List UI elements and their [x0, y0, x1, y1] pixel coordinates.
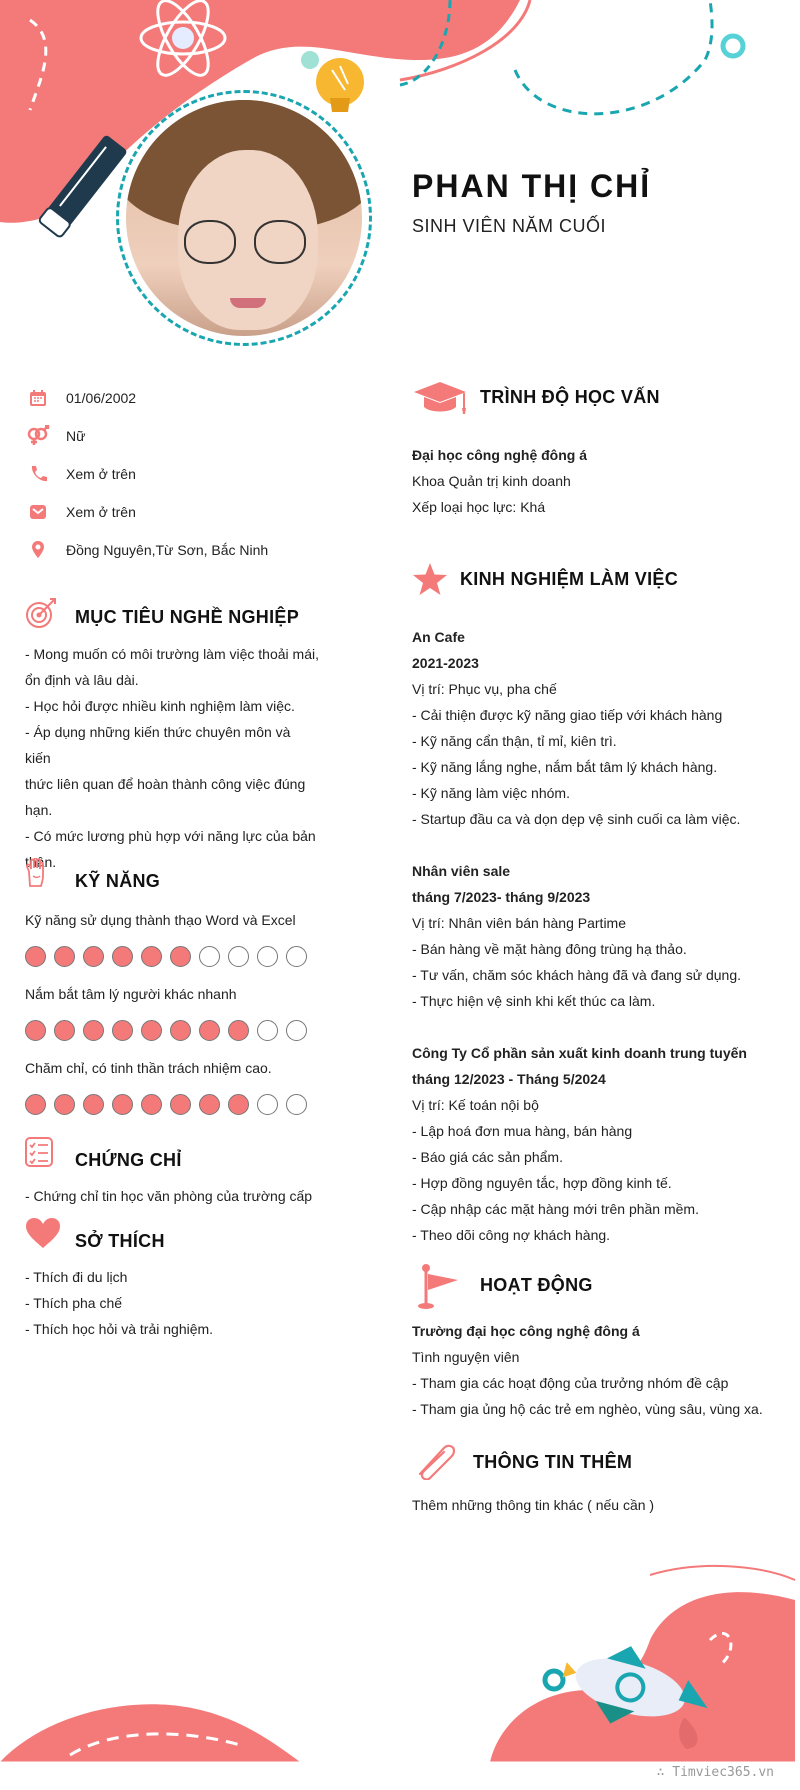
contact-gender: Nữ [26, 426, 85, 446]
rating-dot-empty [199, 946, 220, 967]
rating-dot-filled [199, 1020, 220, 1041]
rating-dot-filled [112, 946, 133, 967]
candidate-title: SINH VIÊN NĂM CUỐI [412, 216, 607, 236]
rating-dot-filled [25, 1094, 46, 1115]
gender-icon [26, 426, 50, 446]
phone-icon [26, 464, 50, 484]
education-title: TRÌNH ĐỘ HỌC VẤN [480, 387, 660, 407]
activities-title: HOẠT ĐỘNG [480, 1275, 593, 1295]
job-entry: Công Ty Cổ phần sản xuất kinh doanh trung tuyến tháng 12/2023 - Tháng 5/2024 Vị trí: Kế toán nội bộ - Lập hoá đơn mua hàng, bán hàng - Báo giá các sản phẩm. - Hợp đồng nguyên tắc, hợp đồng kinh tế. - Cập nhập các mặt hàng mới trên phần mềm. - Theo dõi công nợ khách hàng. [412, 1045, 747, 1243]
rating-dot-filled [199, 1094, 220, 1115]
target-icon [24, 596, 58, 630]
job-entry: An Cafe 2021-2023 Vị trí: Phục vụ, pha chế - Cải thiện được kỹ năng giao tiếp với khách hàng - Kỹ năng cẩn thận, tỉ mỉ, kiên trì. - Kỹ năng lắng nghe, nắm bắt tâm lý khách hàng. - Kỹ năng làm việc nhóm. - Startup đầu ca và dọn dẹp vệ sinh cuối ca làm việc. [412, 629, 741, 827]
checklist-icon [24, 1136, 54, 1168]
rating-dot-empty [257, 1020, 278, 1041]
experience-title: KINH NGHIỆM LÀM VIỆC [460, 569, 679, 589]
skill-rating [25, 1094, 307, 1115]
rating-dot-empty [228, 946, 249, 967]
rating-dot-filled [141, 1020, 162, 1041]
objective-text: - Mong muốn có môi trường làm việc thoải mái, ổn định và lâu dài. - Học hỏi được nhiều kinh nghiệm làm việc. - Áp dụng những kiến thức chuyên môn và kiến thức liên quan để hoàn thành công việc đúng hạn. - Có mức lương phù hợp với năng lực của bản thân. [25, 646, 319, 870]
rating-dot-empty [286, 1020, 307, 1041]
skill-label: Nắm bắt tâm lý người khác nhanh [25, 986, 237, 1002]
skill-rating [25, 1020, 307, 1041]
rating-dot-filled [54, 1020, 75, 1041]
calendar-icon [26, 388, 50, 408]
contact-address: Đồng Nguyên,Từ Sơn, Bắc Ninh [26, 540, 268, 560]
rating-dot-empty [257, 946, 278, 967]
hobbies-text: - Thích đi du lịch - Thích pha chế - Thích học hỏi và trải nghiệm. [25, 1269, 214, 1337]
additional-title: THÔNG TIN THÊM [473, 1452, 633, 1472]
certificates-title: CHỨNG CHỈ [75, 1150, 182, 1170]
rating-dot-filled [112, 1020, 133, 1041]
graduation-cap-icon [412, 380, 468, 416]
hobbies-title: SỞ THÍCH [75, 1231, 165, 1251]
watermark: ∴ Timviec365.vn [656, 1765, 774, 1780]
rating-dot-filled [141, 946, 162, 967]
rating-dot-filled [54, 1094, 75, 1115]
rating-dot-filled [25, 946, 46, 967]
certificates-text: - Chứng chỉ tin học văn phòng của trường cấp [25, 1188, 313, 1204]
skill-rating [25, 946, 307, 967]
skill-label: Chăm chỉ, có tinh thần trách nhiệm cao. [25, 1060, 272, 1076]
contact-phone: Xem ở trên [26, 464, 136, 484]
rating-dot-filled [83, 1020, 104, 1041]
rating-dot-empty [286, 1094, 307, 1115]
education-text: Đại học công nghệ đông á Khoa Quản trị kinh doanh Xếp loại học lực: Khá [412, 447, 587, 515]
rating-dot-empty [286, 946, 307, 967]
rating-dot-filled [83, 946, 104, 967]
email-icon [26, 502, 50, 522]
contact-email: Xem ở trên [26, 502, 136, 522]
candidate-name: PHAN THỊ CHỈ [412, 168, 652, 204]
rating-dot-filled [25, 1020, 46, 1041]
job-entry: Nhân viên sale tháng 7/2023- tháng 9/2023 Vị trí: Nhân viên bán hàng Partime - Bán hàng về mặt hàng đông trùng hạ thảo. - Tư vấn, chăm sóc khách hàng đã và đang sử dụng. - Thực hiện vệ sinh khi kết thúc ca làm. [412, 863, 742, 1009]
rating-dot-filled [170, 1094, 191, 1115]
rating-dot-filled [112, 1094, 133, 1115]
objective-title: MỤC TIÊU NGHỀ NGHIỆP [75, 607, 300, 627]
rating-dot-filled [54, 946, 75, 967]
additional-text: Thêm những thông tin khác ( nếu cần ) [412, 1497, 655, 1513]
activities-text: Trường đại học công nghệ đông á Tình nguyện viên - Tham gia các hoạt động của trưởng nhóm đề cập - Tham gia ủng hộ các trẻ em nghèo, vùng sâu, vùng xa. [412, 1323, 763, 1417]
rating-dot-filled [83, 1094, 104, 1115]
rating-dot-filled [141, 1094, 162, 1115]
skill-label: Kỹ năng sử dụng thành thạo Word và Excel [25, 912, 296, 928]
rating-dot-filled [228, 1020, 249, 1041]
contact-birthdate: 01/06/2002 [26, 388, 136, 408]
footer-decoration [0, 1540, 800, 1790]
header-decoration [0, 0, 800, 360]
paperclip-icon [414, 1440, 458, 1480]
location-icon [26, 540, 50, 560]
star-icon [412, 562, 448, 596]
skills-title: KỸ NĂNG [75, 871, 161, 891]
hand-icon [24, 858, 48, 888]
rating-dot-filled [228, 1094, 249, 1115]
rating-dot-empty [257, 1094, 278, 1115]
rating-dot-filled [170, 946, 191, 967]
rating-dot-filled [170, 1020, 191, 1041]
profile-photo [116, 90, 372, 346]
heart-icon [24, 1216, 62, 1250]
flag-icon [418, 1262, 462, 1310]
